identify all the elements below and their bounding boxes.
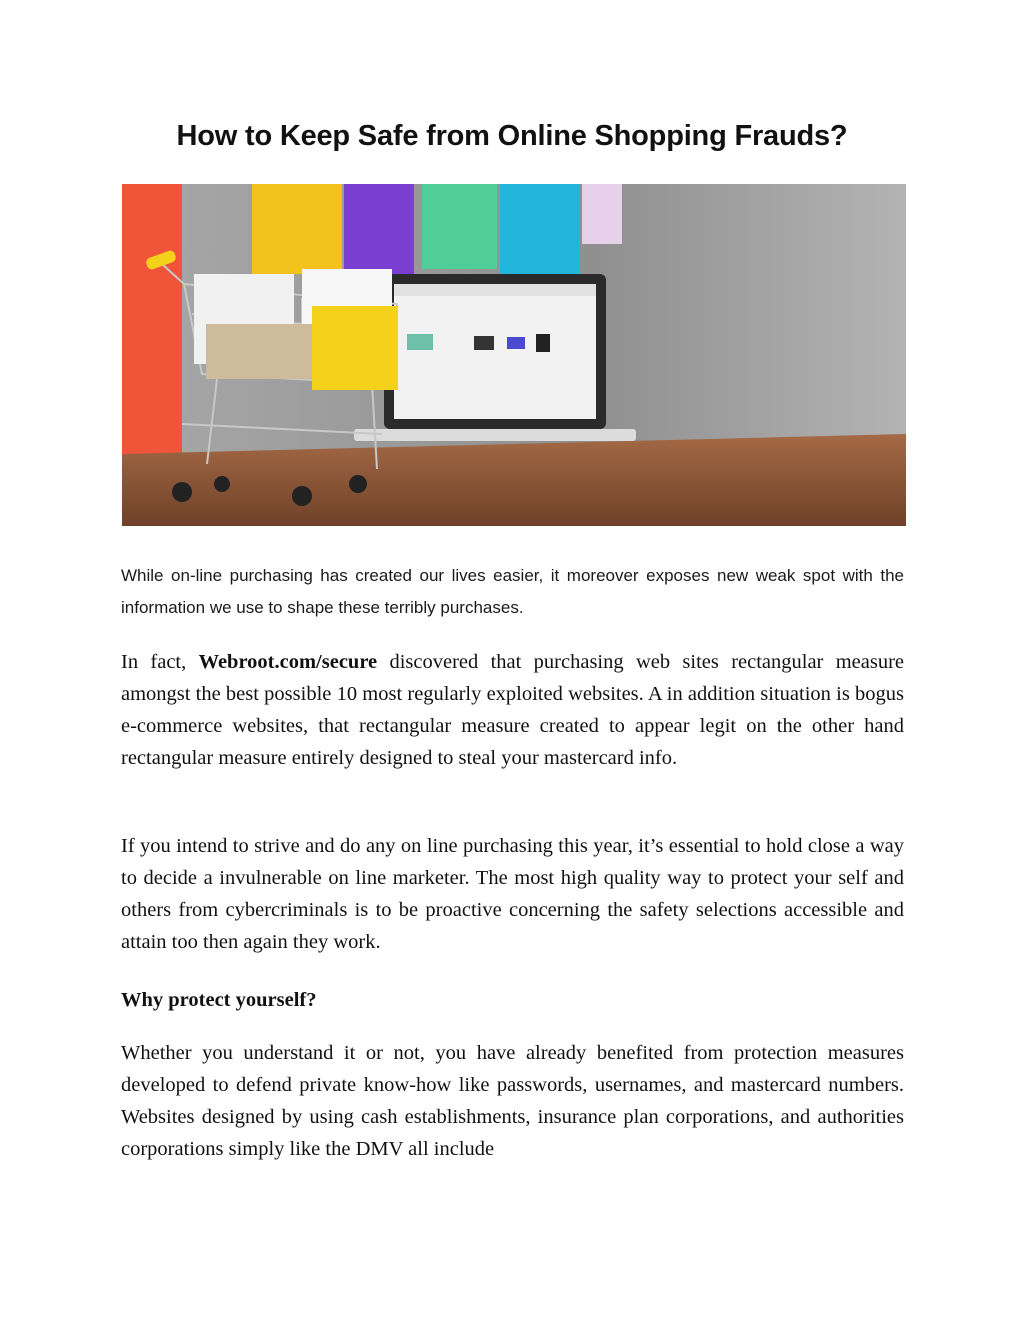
page-title: How to Keep Safe from Online Shopping Frauds?	[176, 120, 848, 152]
paragraph-1-lead: In fact,	[121, 651, 187, 673]
shopping-cart-laptop-image	[122, 184, 906, 526]
intro-paragraph: While on-line purchasing has created our lives easier, it moreover exposes new weak spot with the information we use to shape these terribly purchases.	[121, 566, 904, 617]
paragraph-3: Whether you understand it or not, you have already benefited from protection measures developed to defend private know-how like passwords, usernames, and mastercard numbers. Websites designed by using cash establishments, insurance plan corporations, and authorities corporations simply like the DMV all include	[121, 1042, 904, 1160]
section-heading: Why protect yourself?	[121, 989, 317, 1011]
paragraph-1	[121, 646, 904, 774]
webroot-link[interactable]: Webroot.com/secure	[198, 651, 378, 673]
paragraph-2: If you intend to strive and do any on line purchasing this year, it’s essential to hold close a way to decide a invulnerable on line marketer. The most high quality way to protect your self and others from cybercriminals is to be proactive concerning the safety selections accessible and attain too then again they work.	[121, 835, 904, 953]
paragraph-1-rest: discovered that purchasing web sites rectangular measure amongst the best possible 10 most regularly exploited websites. A in addition situation is bogus e-commerce websites, that rectangular measure created to appear legit on the other hand rectangular measure entirely designed to steal your mastercard info.	[121, 651, 905, 769]
